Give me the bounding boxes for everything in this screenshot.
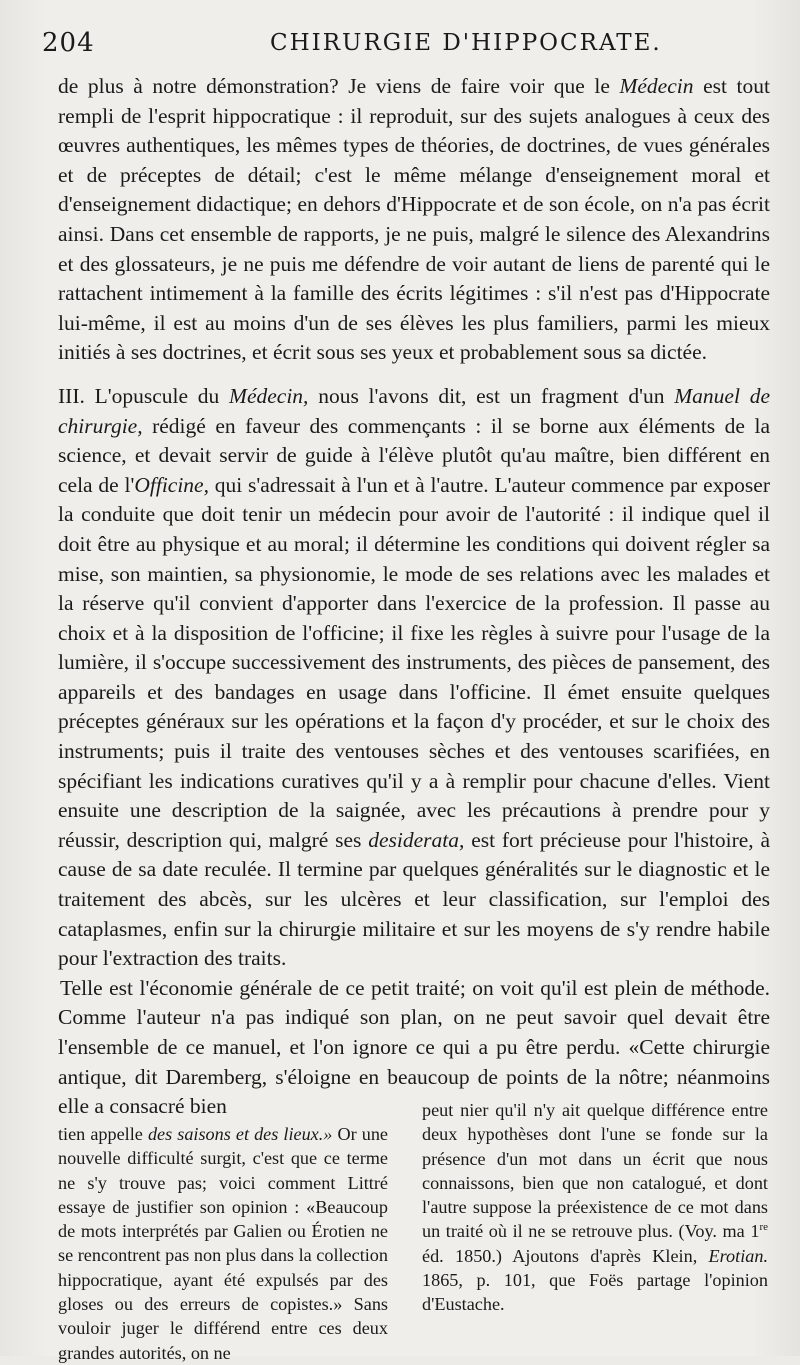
page-header	[38, 28, 778, 62]
paragraph-1: de plus à notre démonstration? Je viens de faire voir que le Médecin est tout rempli de l'esprit hippocratique : il reproduit, sur des sujets analogues à ceux des œuvres authentiques, les mêmes types de théories, de doctrines, de vues générales et de préceptes de détail; c'est le même mélange d'enseignement moral et d'enseignement didactique; en dehors d'Hippocrate et de son école, on n'a pas écrit ainsi. Dans cet ensemble de rapports, je ne puis, malgré le silence des Alexandrins et des glossateurs, je ne puis me défendre de voir autant de liens de parenté qui le rattachent intimement à la famille des écrits légitimes : s'il n'est pas d'Hippocrate lui-même, il est au moins d'un de ses élèves les plus familiers, parmi les mieux initiés à ses doctrines, et écrit sous ses yeux et probablement sous sa dictée.	[58, 74, 770, 365]
running-head: CHIRURGIE D'HIPPOCRATE.	[270, 30, 662, 56]
main-text	[58, 72, 770, 1122]
page-number: 204	[42, 28, 95, 58]
paragraph-3: Telle est l'économie générale de ce petit traité; on voit qu'il est plein de méthode. Comme l'auteur n'a pas indiqué son plan, on ne peut savoir quel devait être l'ensemble de ce manuel, et l'on ignore ce qui a pu être perdu. «Cette chirurgie antique, dit Daremberg, s'éloigne en beaucoup de points de la nôtre; néanmoins elle a consacré bien	[58, 975, 770, 1119]
footnotes	[58, 1098, 770, 1363]
footnote-right-column: peut nier qu'il n'y ait quelque différence entre deux hypothèses dont l'une se fonde sur la présence d'un mot dans un écrit que nous connaissons, bien que non catalogué, et dont l'autre suppose la préexistence de ce mot dans un traité où il ne se retrouve plus. (Voy. ma 1re éd. 1850.) Ajoutons d'après Klein, Erotian. 1865, p. 101, que Foës partage l'opinion d'Eustache.	[422, 1100, 768, 1315]
footnote-left-column: tien appelle des saisons et des lieux.» Or une nouvelle difficulté surgit, c'est que ce terme ne s'y trouve pas; voici comment Littré essaye de justifier son opinion : «Beaucoup de mots interprétés par Galien ou Érotien ne se rencontrent pas non plus dans la collection hippocratique, ayant été expulsés par des gloses ou des erreurs de copistes.» Sans vouloir juger le différend entre ces deux grandes autorités, on ne	[58, 1124, 389, 1363]
paragraph-2: III. L'opuscule du Médecin, nous l'avons dit, est un fragment d'un Manuel de chirurgie, rédigé en faveur des commençants : il se borne aux éléments de la science, et devait servir de guide à l'élève plutôt qu'au maître, bien différent en cela de l'Officine, qui s'adressait à l'un et à l'autre. L'auteur commence par exposer la conduite que doit tenir un médecin pour avoir de l'autorité : il indique quel il doit être au physique et au moral; il détermine les conditions qui doivent régler sa mise, son maintien, sa physionomie, le mode de ses relations avec les malades et la réserve qu'il convient d'apporter dans l'exercice de la profession. Il passe au choix et à la disposition de l'officine; il fixe les règles à suivre pour l'usage de la lumière, il s'occupe successivement des instruments, des pièces de pansement, des appareils et des bandages en usage dans l'officine. Il émet ensuite quelques préceptes généraux sur les opérations et la façon d'y procéder, et sur le choix des instruments; puis il traite des ventouses sèches et des ventouses scarifiées, en spécifiant les indications curatives qu'il y a à remplir pour chacune d'elles. Vient ensuite une description de la saignée, avec les précautions à prendre pour y réussir, description qui, malgré ses desiderata, est fort précieuse pour l'histoire, à cause de sa date reculée. Il termine par quelques généralités sur le diagnostic et le traitement des abcès, sur les ulcères et leur classification, sur l'emploi des cataplasmes, enfin sur la chirurgie militaire et sur les moyens de s'y rendre habile pour l'extraction des traits.	[58, 383, 771, 971]
